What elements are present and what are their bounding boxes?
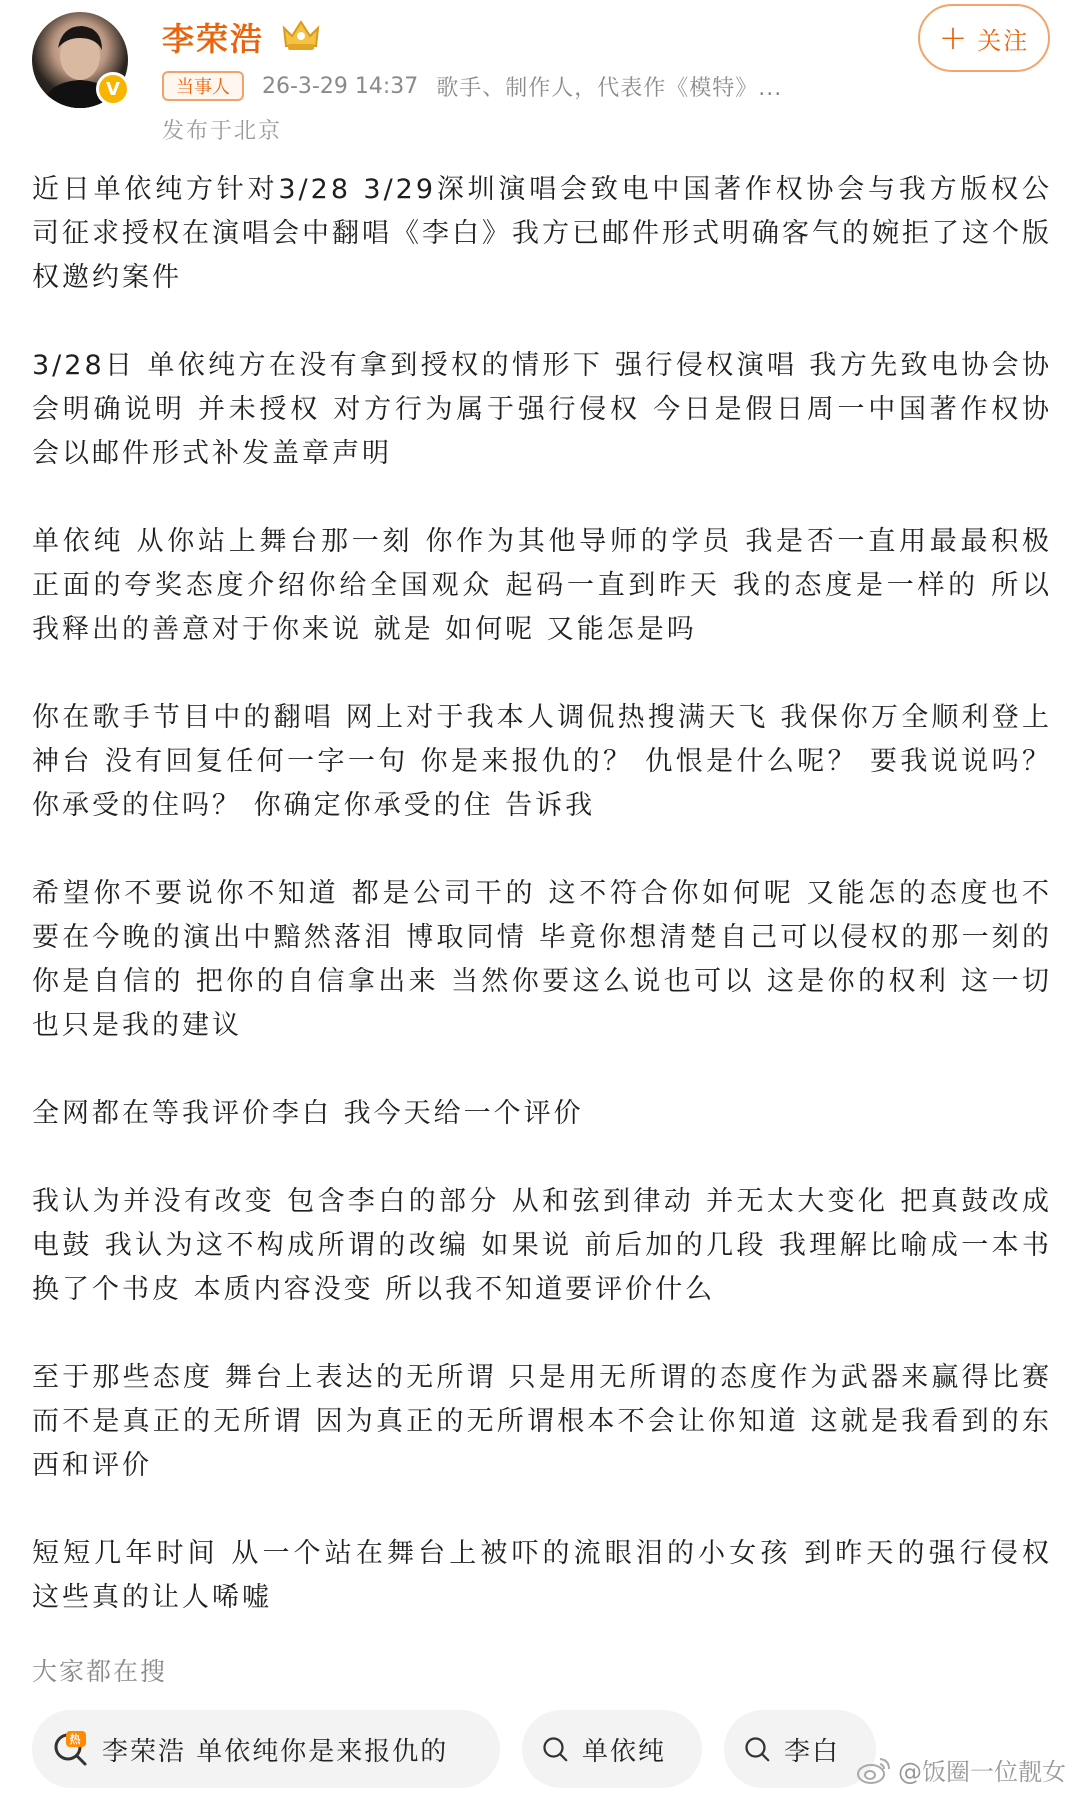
search-chip-label: 李荣浩 单依纯你是来报仇的: [102, 1736, 449, 1767]
post-body: [32, 168, 1052, 1664]
author-name[interactable]: 李荣浩: [162, 20, 265, 58]
author-bio: 歌手、制作人，代表作《模特》...: [436, 75, 783, 101]
post-paragraph: 3/28日 单依纯方在没有拿到授权的情形下 强行侵权演唱 我方先致电协会协会明确说明 并未授权 对方行为属于强行侵权 今日是假日周一中国著作权协会以邮件形式补发盖章声明: [32, 350, 1052, 469]
post-timestamp: 26-3-29 14:37: [262, 73, 419, 99]
post-paragraph: 全网都在等我评价李白 我今天给一个评价: [32, 1098, 584, 1129]
post-header: [0, 0, 1080, 160]
follow-button-label: 关注: [977, 26, 1030, 55]
party-badge: 当事人: [162, 71, 244, 101]
post-paragraph: 单依纯 从你站上舞台那一刻 你作为其他导师的学员 我是否一直用最最积极正面的夸奖态度介绍你给全国观众 起码一直到昨天 我的态度是一样的 所以我释出的善意对于你来说 就是 如何呢 又能怎是吗: [32, 526, 1052, 645]
watermark-text: @饭圈一位靓女: [898, 1758, 1066, 1786]
search-icon: [742, 1729, 772, 1769]
search-icon: [540, 1729, 570, 1769]
search-chip-label: 单依纯: [581, 1736, 666, 1767]
svg-text:热: 热: [69, 1733, 83, 1746]
verified-badge-icon: V: [96, 72, 130, 106]
search-chip[interactable]: [724, 1710, 876, 1788]
trending-search-chips: [32, 1710, 898, 1788]
post-meta: [162, 68, 782, 104]
post-paragraph: 我认为并没有改变 包含李白的部分 从和弦到律动 并无太大变化 把真鼓改成电鼓 我认为这不构成所谓的改编 如果说 前后加的几段 我理解比喻成一本书换了个书皮 本质内容没变 所以我不知道要评价什么: [32, 1186, 1052, 1305]
post-paragraph: 至于那些态度 舞台上表达的无所谓 只是用无所谓的态度作为武器来赢得比赛 而不是真正的无所谓 因为真正的无所谓根本不会让你知道 这就是我看到的东西和评价: [32, 1362, 1052, 1481]
search-chip-label: 李白: [783, 1736, 840, 1767]
watermark: [856, 1752, 1066, 1787]
follow-button[interactable]: [918, 4, 1050, 72]
crown-badge-icon: [278, 14, 324, 54]
hot-search-icon: [50, 1729, 90, 1769]
post-paragraph: 希望你不要说你不知道 都是公司干的 这不符合你如何呢 又能怎的态度也不要在今晚的演出中黯然落泪 博取同情 毕竟你想清楚自己可以侵权的那一刻的你是自信的 把你的自信拿出来 当然你要这么说也可以 这是你的权利 这一切也只是我的建议: [32, 878, 1052, 1041]
weibo-logo-icon: [856, 1755, 892, 1785]
search-chip-hot[interactable]: [32, 1710, 500, 1788]
post-paragraph: 短短几年时间 从一个站在舞台上被吓的流眼泪的小女孩 到昨天的强行侵权 这些真的让人唏嘘: [32, 1538, 1052, 1613]
post-paragraph: 你在歌手节目中的翻唱 网上对于我本人调侃热搜满天飞 我保你万全顺利登上神台 没有回复任何一字一句 你是来报仇的？ 仇恨是什么呢？ 要我说说吗？ 你承受的住吗？ 你确定你承受的住 告诉我: [32, 702, 1052, 821]
plus-icon: +: [938, 18, 970, 58]
search-chip[interactable]: [522, 1710, 702, 1788]
post-paragraph: 近日单依纯方针对3/28 3/29深圳演唱会致电中国著作权协会与我方版权公司征求授权在演唱会中翻唱《李白》我方已邮件形式明确客气的婉拒了这个版权邀约案件: [32, 174, 1052, 293]
post-location: 发布于北京: [162, 119, 283, 144]
trending-search-title: 大家都在搜: [32, 1657, 168, 1686]
